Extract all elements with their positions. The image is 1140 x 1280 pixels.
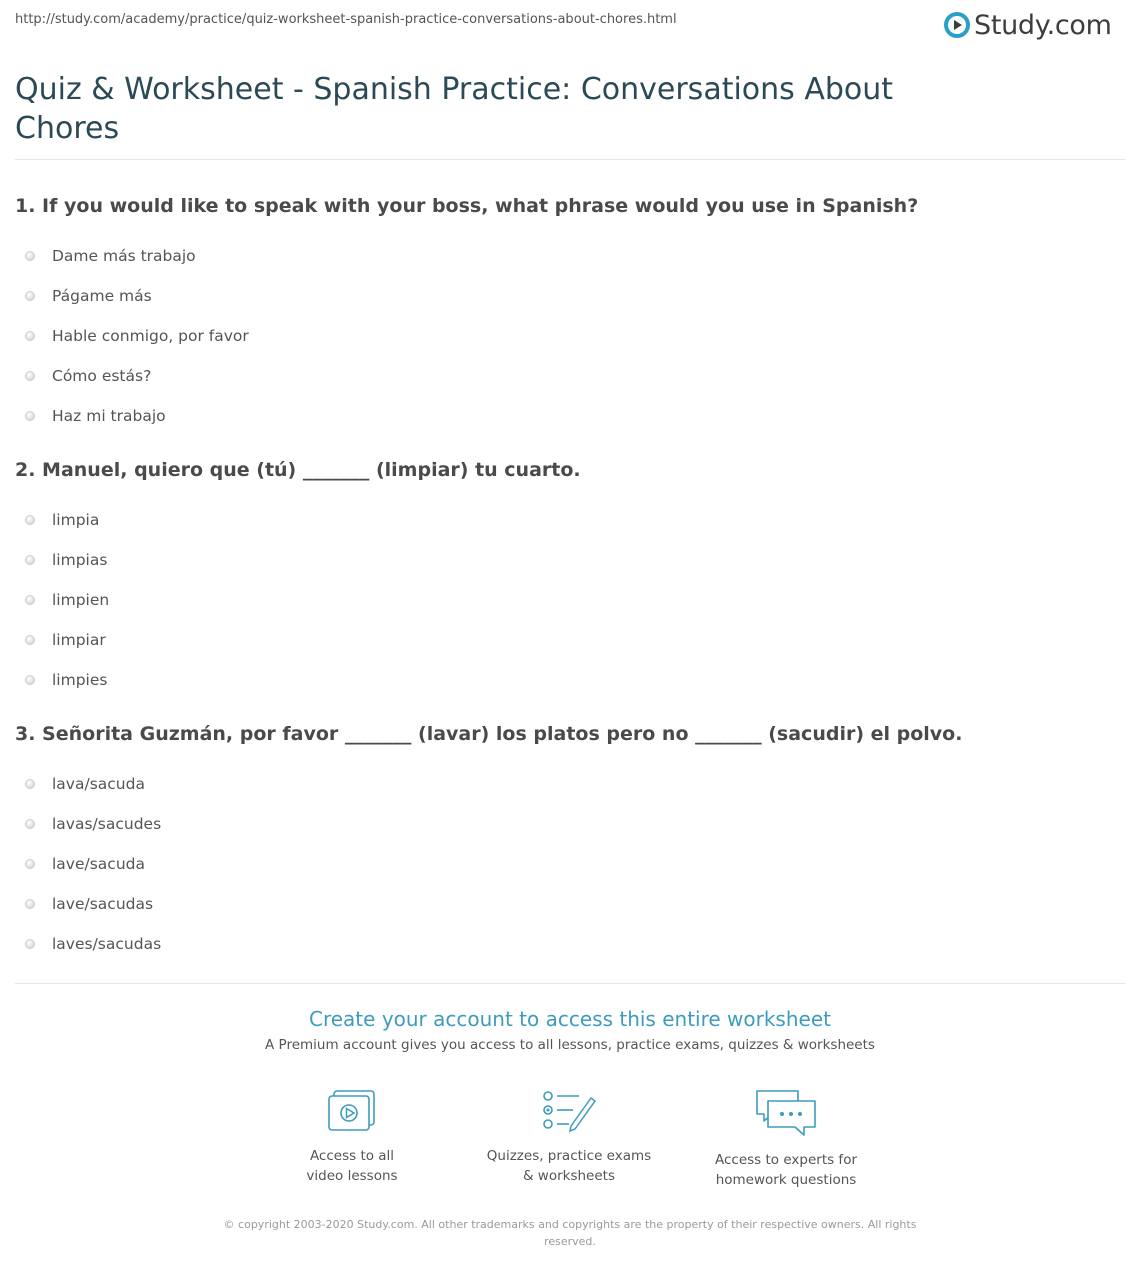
option-label: Págame más (52, 287, 152, 305)
radio-button[interactable] (25, 331, 35, 341)
answer-option[interactable] (15, 236, 1115, 276)
answer-option[interactable] (15, 924, 1115, 964)
answer-option[interactable] (15, 500, 1115, 540)
radio-button[interactable] (25, 899, 35, 909)
option-label: Cómo estás? (52, 367, 152, 385)
copyright-text (210, 1216, 930, 1250)
question-2 (15, 458, 1115, 700)
cta-divider (15, 983, 1125, 984)
copyright-line2: reserved. (544, 1235, 596, 1248)
radio-button[interactable] (25, 859, 35, 869)
option-label: Dame más trabajo (52, 247, 196, 265)
answer-option[interactable] (15, 540, 1115, 580)
answer-option[interactable] (15, 276, 1115, 316)
option-label: lavas/sacudes (52, 815, 162, 833)
feature-label-line2: & worksheets (522, 1168, 615, 1184)
radio-button[interactable] (25, 251, 35, 261)
answer-option[interactable] (15, 884, 1115, 924)
cta-subtitle: A Premium account gives you access to all lessons, practice exams, quizzes & worksheets (265, 1037, 875, 1053)
answer-option[interactable] (15, 804, 1115, 844)
option-label: laves/sacudas (52, 935, 162, 953)
question-text: 1. If you would like to speak with your boss, what phrase would you use in Spanish? (15, 195, 919, 217)
radio-button[interactable] (25, 939, 35, 949)
radio-button[interactable] (25, 595, 35, 605)
page-title: Quiz & Worksheet - Spanish Practice: Conversations About Chores (15, 72, 894, 146)
page-url: http://study.com/academy/practice/quiz-worksheet-spanish-practice-conversations-about-chores.html (15, 12, 677, 27)
video-lessons-icon (326, 1088, 378, 1134)
feature-label-line2: video lessons (306, 1168, 398, 1184)
feature-label-line1: Access to all (309, 1148, 395, 1164)
question-3 (15, 722, 1115, 964)
option-label: Haz mi trabajo (52, 407, 166, 425)
feature-label-line2: homework questions (715, 1172, 857, 1188)
copyright-line1: © copyright 2003-2020 Study.com. All other trademarks and copyrights are the property of their respective owners. All rights (223, 1218, 917, 1231)
feature-experts (686, 1088, 886, 1190)
radio-button[interactable] (25, 515, 35, 525)
option-label: Hable conmigo, por favor (52, 327, 249, 345)
study-logo[interactable] (944, 8, 1112, 42)
option-label: limpiar (52, 631, 106, 649)
radio-button[interactable] (25, 819, 35, 829)
chat-bubbles-icon (754, 1088, 818, 1138)
answer-option[interactable] (15, 396, 1115, 436)
option-label: limpias (52, 551, 108, 569)
option-label: limpies (52, 671, 108, 689)
quiz-checklist-icon (541, 1088, 597, 1134)
feature-video-lessons (252, 1088, 452, 1186)
radio-button[interactable] (25, 371, 35, 381)
radio-button[interactable] (25, 411, 35, 421)
radio-button[interactable] (25, 675, 35, 685)
feature-quizzes (469, 1088, 669, 1186)
option-label: lave/sacudas (52, 895, 154, 913)
feature-label-line1: Access to experts for (714, 1152, 857, 1168)
answer-option[interactable] (15, 356, 1115, 396)
create-account-link[interactable]: Create your account to access this entire worksheet (309, 1007, 831, 1031)
answer-option[interactable] (15, 620, 1115, 660)
radio-button[interactable] (25, 291, 35, 301)
logo-text: Study.com (974, 9, 1112, 41)
question-text: 2. Manuel, quiero que (tú) _______ (limpiar) tu cuarto. (15, 459, 581, 481)
option-label: limpia (52, 511, 100, 529)
option-label: lava/sacuda (52, 775, 145, 793)
feature-label-line1: Quizzes, practice exams (486, 1148, 652, 1164)
answer-option[interactable] (15, 660, 1115, 700)
radio-button[interactable] (25, 635, 35, 645)
radio-button[interactable] (25, 779, 35, 789)
answer-option[interactable] (15, 764, 1115, 804)
question-1 (15, 194, 1115, 436)
answer-option[interactable] (15, 316, 1115, 356)
question-text: 3. Señorita Guzmán, por favor _______ (lavar) los platos pero no _______ (sacudir) el polvo. (15, 723, 963, 745)
radio-button[interactable] (25, 555, 35, 565)
option-label: lave/sacuda (52, 855, 145, 873)
answer-option[interactable] (15, 580, 1115, 620)
title-divider (15, 159, 1125, 160)
answer-option[interactable] (15, 844, 1115, 884)
option-label: limpien (52, 591, 110, 609)
play-circle-icon (944, 12, 970, 38)
